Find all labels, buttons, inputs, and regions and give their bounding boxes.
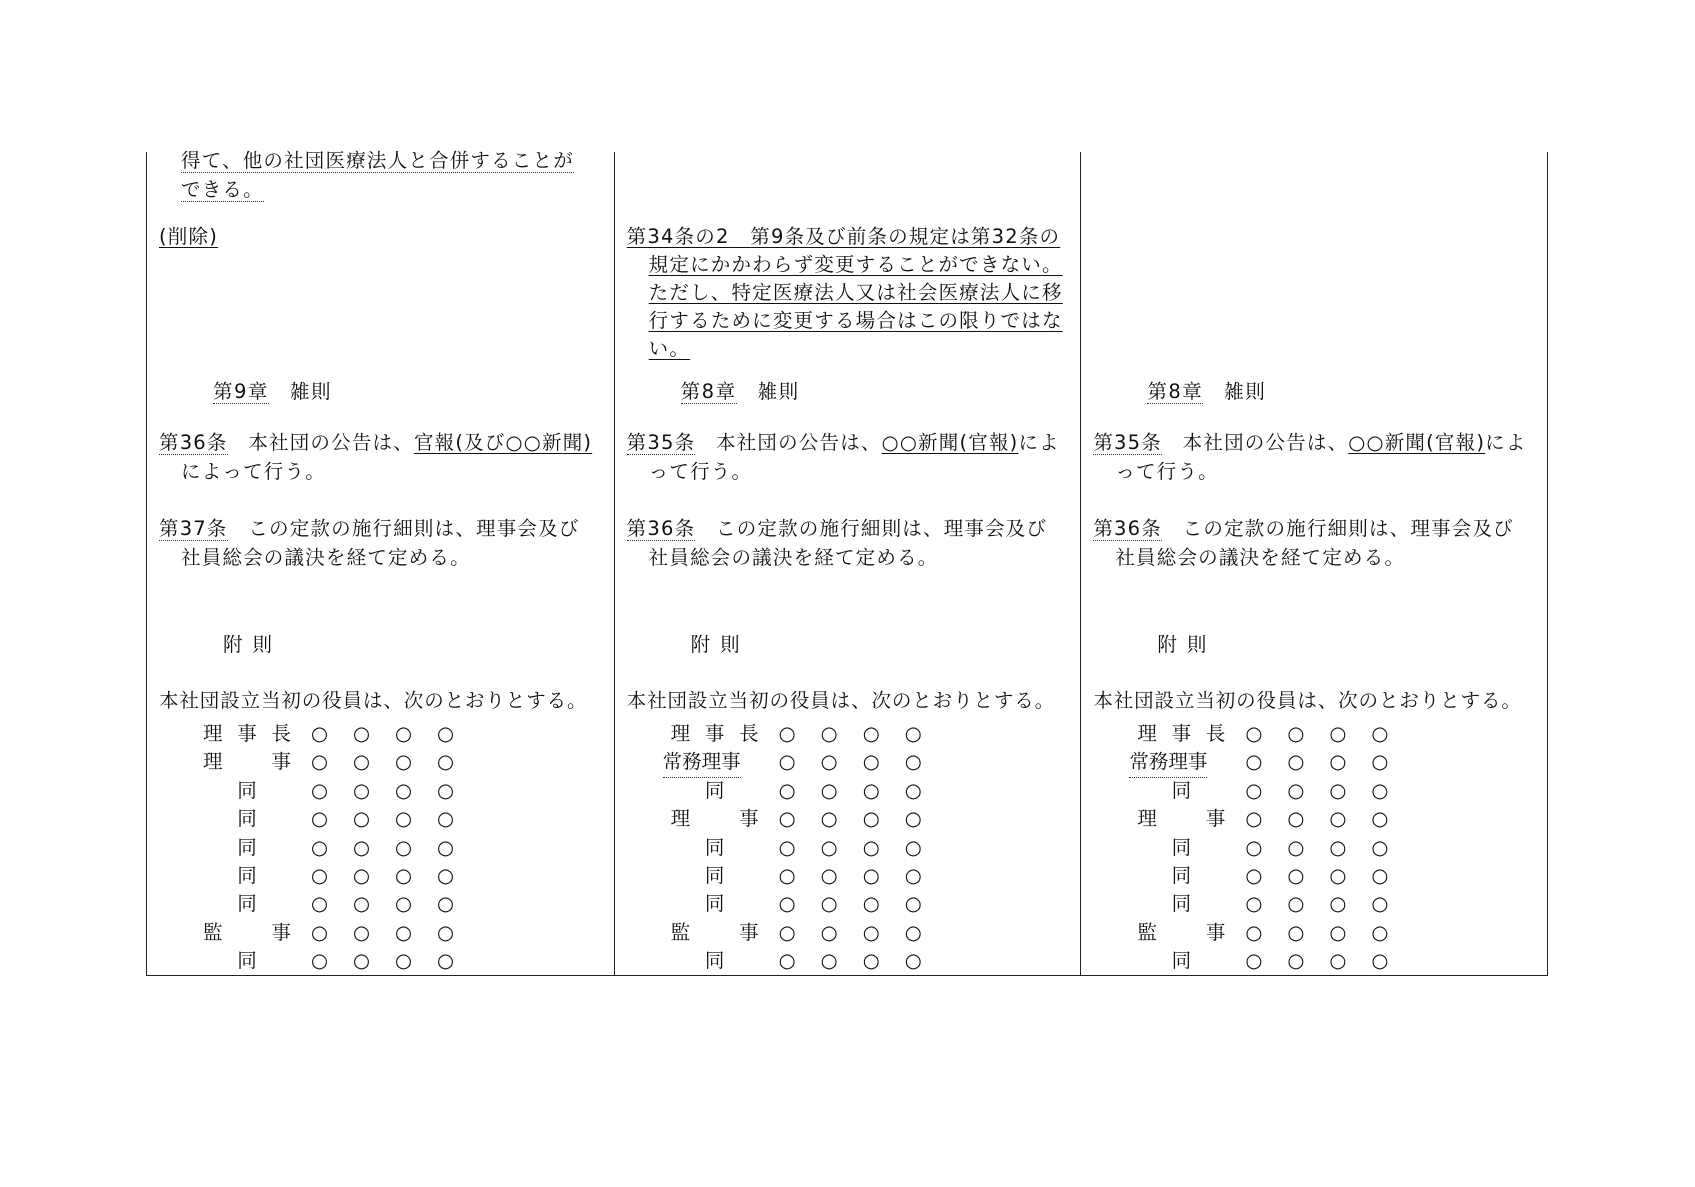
article-text-end: によって行う。 — [1115, 431, 1527, 483]
officer-title: 同 — [704, 949, 725, 973]
article-text: 本社団の公告は、 — [716, 431, 882, 454]
article-text: この定款の施行細則は、理事会及び — [1182, 517, 1514, 540]
article-number: 第37条 — [159, 517, 228, 540]
officer-name: ○○○○ — [1245, 863, 1414, 887]
officer-name: ○○○○ — [1245, 835, 1414, 859]
officer-name: ○○○○ — [311, 863, 480, 887]
officer-row — [1081, 919, 1547, 947]
article-number: 第36条 — [1093, 517, 1162, 540]
officer-name: ○○○○ — [778, 722, 947, 745]
chapter-heading — [213, 378, 332, 406]
roster-intro: 本社団設立当初の役員は、次のとおりとする。 — [1093, 689, 1522, 712]
officer-row — [615, 748, 1081, 776]
chapter-heading — [681, 378, 800, 406]
officer-title: 同 — [1171, 778, 1192, 802]
officer-name: ○○○○ — [311, 750, 480, 774]
article-underlined-text-2: 聞) — [562, 431, 593, 454]
officer-title: 同 — [1171, 949, 1192, 973]
officer-name: ○○○○ — [1245, 892, 1414, 916]
article-text-2: 社員総会の議決を経て定める。 — [648, 545, 939, 569]
article-text: 本社団の公告は、 — [248, 431, 414, 454]
article-detail — [627, 515, 1071, 572]
officer-row — [1081, 862, 1547, 890]
officer-row — [615, 947, 1081, 975]
article-notice — [159, 429, 604, 486]
officer-title: 同 — [704, 892, 725, 916]
officer-title: 同 — [1171, 835, 1192, 859]
officer-row — [147, 834, 614, 862]
officer-title: 同 — [237, 892, 257, 916]
merger-continuation — [159, 147, 604, 204]
officer-row — [615, 919, 1081, 947]
officer-name: ○○○○ — [311, 920, 480, 944]
officer-title: 理 事 — [203, 750, 291, 774]
article-notice — [1093, 429, 1537, 486]
officer-row — [1081, 890, 1547, 918]
article-number: 第34条の2 — [626, 225, 730, 248]
supplementary-heading: 附則 — [223, 633, 283, 656]
officer-name: ○○○○ — [311, 722, 480, 745]
officer-row — [147, 805, 614, 833]
officer-name: ○○○○ — [1245, 722, 1414, 745]
supplementary-heading: 附則 — [1157, 633, 1217, 656]
roster-intro: 本社団設立当初の役員は、次のとおりとする。 — [626, 689, 1056, 712]
officer-row — [1081, 777, 1547, 805]
officer-title: 同 — [704, 863, 725, 887]
column-right — [1080, 152, 1547, 975]
officer-title: 常務理事 — [1129, 748, 1229, 777]
officer-row — [1081, 834, 1547, 862]
officer-name: ○○○○ — [1245, 949, 1414, 973]
officer-name: ○○○○ — [778, 778, 947, 802]
officer-row — [1081, 805, 1547, 833]
column-left — [147, 149, 614, 975]
officer-name: ○○○○ — [778, 863, 947, 887]
article-number: 第35条 — [626, 431, 696, 454]
article-number: 第36条 — [626, 517, 696, 540]
article-text-2: 社員総会の議決を経て定める。 — [1115, 545, 1406, 569]
officer-title: 同 — [1171, 892, 1192, 916]
officer-title: 常務理事 — [663, 748, 763, 777]
officer-title: 同 — [237, 778, 257, 802]
article-text-2: 社員総会の議決を経て定める。 — [181, 545, 471, 569]
officer-row — [615, 890, 1081, 918]
comparison-table — [146, 149, 1548, 976]
officer-name: ○○○○ — [1245, 920, 1414, 944]
officer-row — [147, 748, 614, 776]
officer-name: ○○○○ — [311, 807, 480, 831]
article-text-end: によって行う。 — [181, 459, 326, 483]
article-34-2 — [627, 223, 1071, 363]
article-text: 第9条及び前条の規定は第32条の規定にかかわらず変更することができない。ただし、特定医療法人又は社会医療法人に移行するために変更する場合はこの限りではない。 — [648, 225, 1063, 360]
officer-title: 同 — [237, 949, 257, 973]
article-number: 第36条 — [159, 431, 228, 454]
officer-name: ○○○○ — [311, 892, 480, 916]
article-text: 本社団の公告は、 — [1182, 431, 1349, 454]
officer-title: 理 事 — [670, 807, 759, 831]
officer-row — [615, 805, 1081, 833]
officer-title: 同 — [1171, 863, 1192, 887]
column-middle — [614, 152, 1081, 975]
article-text: この定款の施行細則は、理事会及び — [716, 517, 1048, 540]
officer-title: 同 — [237, 807, 257, 831]
officer-roster — [615, 720, 1081, 976]
officer-row — [615, 720, 1081, 748]
article-notice — [627, 429, 1071, 486]
officer-row — [615, 862, 1081, 890]
officer-title: 同 — [237, 835, 257, 859]
officer-name: ○○○○ — [1245, 750, 1414, 774]
officer-row — [1081, 947, 1547, 975]
article-detail — [159, 515, 604, 572]
officer-title: 監 事 — [203, 920, 291, 944]
article-underlined-text: ○○新聞(官報) — [881, 431, 1019, 454]
officer-row — [1081, 720, 1547, 748]
officer-name: ○○○○ — [778, 835, 947, 859]
supplementary-heading: 附則 — [690, 633, 750, 656]
officer-row — [615, 777, 1081, 805]
officer-name: ○○○○ — [311, 835, 480, 859]
officer-name: ○○○○ — [778, 807, 947, 831]
officer-name: ○○○○ — [778, 750, 947, 774]
officer-title: 理 事 — [1137, 807, 1226, 831]
officer-name: ○○○○ — [311, 778, 480, 802]
officer-title: 監 事 — [670, 920, 759, 944]
article-text-end: によって行う。 — [648, 431, 1060, 483]
officer-row — [1081, 748, 1547, 776]
officer-name: ○○○○ — [778, 920, 947, 944]
officer-name: ○○○○ — [778, 949, 947, 973]
chapter-number: 第8章 — [680, 380, 737, 403]
officer-title: 同 — [704, 778, 725, 802]
officer-title: 理 事 長 — [1137, 722, 1226, 745]
officer-title: 同 — [237, 863, 257, 887]
merger-line-1: 得て、他の社団医療法人と合併することが — [181, 149, 574, 172]
chapter-number: 第8章 — [1147, 380, 1204, 403]
officer-roster — [1081, 720, 1547, 976]
officer-name: ○○○○ — [1245, 807, 1414, 831]
chapter-heading — [1147, 378, 1266, 406]
chapter-title: 雑則 — [757, 380, 800, 403]
officer-row — [147, 947, 614, 975]
officer-row — [615, 834, 1081, 862]
officer-row — [147, 862, 614, 890]
article-underlined-text: ○○新聞(官報) — [1348, 431, 1486, 454]
officer-title: 監 事 — [1137, 920, 1226, 944]
officer-name: ○○○○ — [778, 892, 947, 916]
article-underlined-text: 官報(及び○○新 — [413, 431, 563, 454]
merger-line-2: できる。 — [181, 177, 264, 201]
officer-row — [147, 777, 614, 805]
officer-row — [147, 890, 614, 918]
article-text: この定款の施行細則は、理事会及び — [248, 517, 580, 540]
officer-name: ○○○○ — [1245, 778, 1414, 802]
officer-roster — [147, 720, 614, 976]
chapter-number: 第9章 — [213, 380, 269, 403]
officer-title: 同 — [704, 835, 725, 859]
chapter-title: 雑則 — [1224, 380, 1267, 403]
chapter-title: 雑則 — [289, 380, 332, 403]
deleted-article — [159, 223, 604, 252]
article-detail — [1093, 515, 1537, 572]
officer-name: ○○○○ — [311, 949, 480, 973]
officer-title: 理 事 長 — [670, 722, 759, 745]
officer-row — [147, 720, 614, 748]
roster-intro: 本社団設立当初の役員は、次のとおりとする。 — [159, 689, 588, 712]
officer-title: 理 事 長 — [203, 722, 291, 745]
article-number: 第35条 — [1093, 431, 1162, 454]
deleted-label: (削除) — [159, 225, 219, 248]
officer-row — [147, 919, 614, 947]
